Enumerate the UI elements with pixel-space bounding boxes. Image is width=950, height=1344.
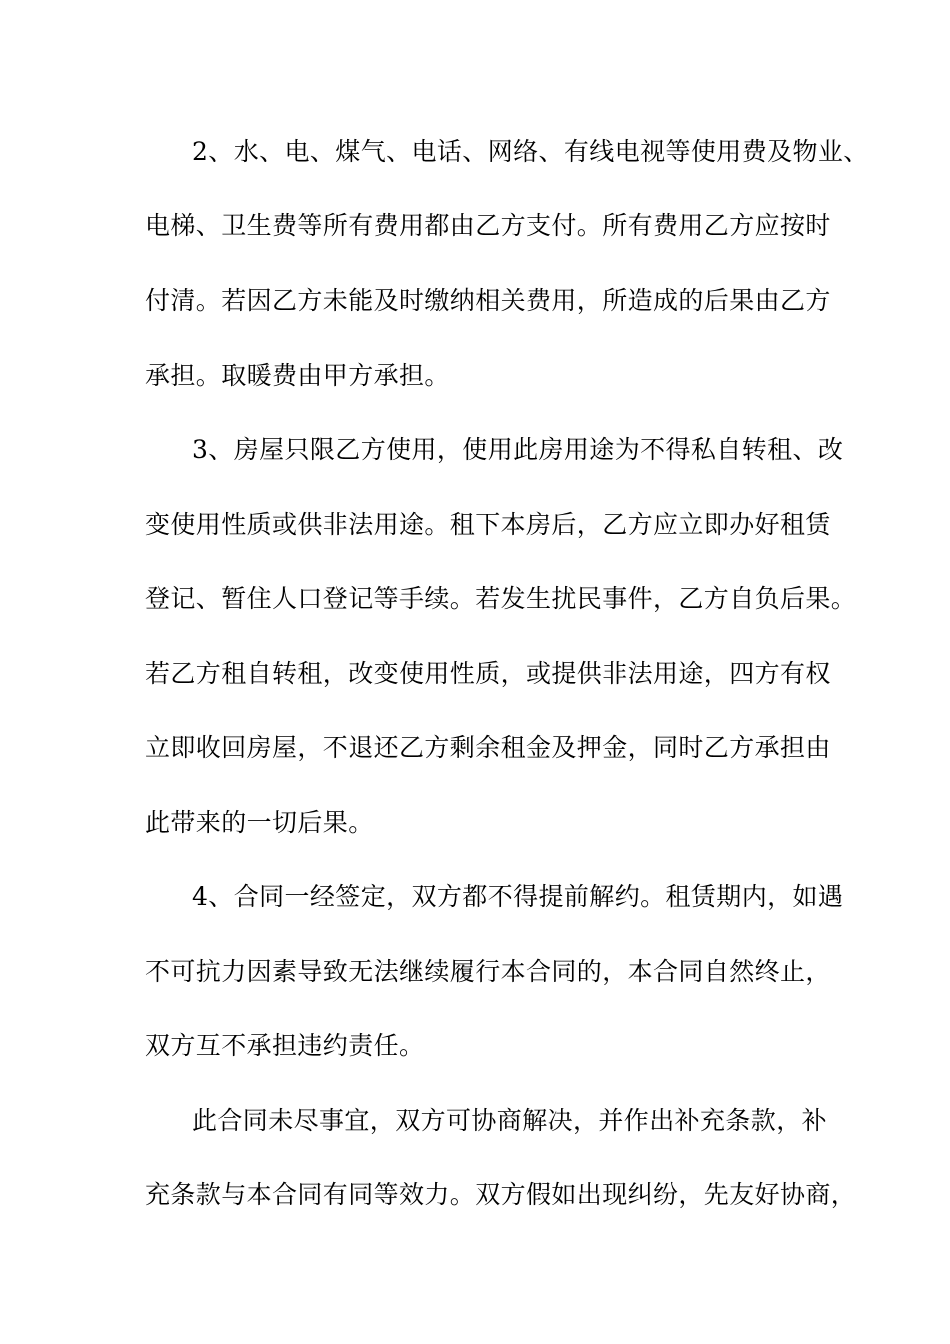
paragraph-3-line-4: 若乙方租自转租，改变使用性质，或提供非法用途，四方有权 [145,659,831,688]
paragraph-2-line-1: 2、水、电、煤气、电话、网络、有线电视等使用费及物业、 [192,137,869,166]
paragraph-2-line-3: 付清。若因乙方未能及时缴纳相关费用，所造成的后果由乙方 [145,286,831,315]
paragraph-2-line-4: 承担。取暖费由甲方承担。 [145,361,450,390]
paragraph-3-line-6: 此带来的一切后果。 [145,808,374,837]
paragraph-3-line-5: 立即收回房屋，不退还乙方剩余租金及押金，同时乙方承担由 [145,733,831,762]
paragraph-4-line-2: 不可抗力因素导致无法继续履行本合同的，本合同自然终止， [145,957,831,986]
paragraph-3-line-2: 变使用性质或供非法用途。租下本房后，乙方应立即办好租赁 [145,510,831,539]
paragraph-5-line-1: 此合同未尽事宜，双方可协商解决，并作出补充条款，补 [192,1106,828,1135]
paragraph-3-line-3: 登记、暂住人口登记等手续。若发生扰民事件，乙方自负后果。 [145,584,857,613]
paragraph-5-line-2: 充条款与本合同有同等效力。双方假如出现纠纷，先友好协商， [145,1180,857,1209]
paragraph-2-line-2: 电梯、卫生费等所有费用都由乙方支付。所有费用乙方应按时 [145,211,831,240]
paragraph-3-line-1: 3、房屋只限乙方使用，使用此房用途为不得私自转租、改 [192,435,844,464]
paragraph-4-line-1: 4、合同一经签定，双方都不得提前解约。租赁期内，如遇 [192,882,844,911]
paragraph-4-line-3: 双方互不承担违约责任。 [145,1031,425,1060]
